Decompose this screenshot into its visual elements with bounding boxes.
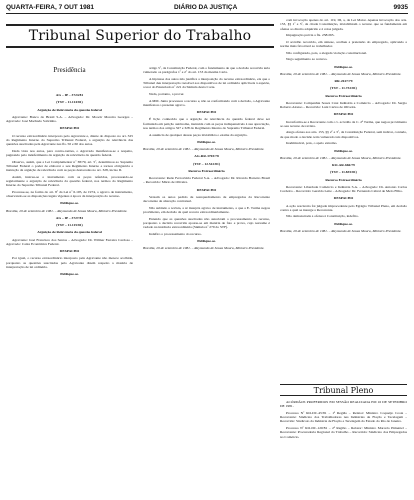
paragraph: DESPACHO [333,112,354,117]
paragraph: Publique-se. [197,238,216,243]
journal-name: DIÁRIO DA JUSTIÇA [174,4,238,11]
paragraph: ACÓRDÃOS PROFERIDOS EM SESSÃO REALIZADA EM 16 DE SETEMBRO DE 1981. [280,400,407,409]
issue-date: QUARTA-FEIRA, 7 OUT 1981 [6,4,95,11]
paragraph: (TST – 11.835/81) [330,170,357,175]
section-title-tribunal-pleno [280,384,407,396]
paragraph: A MM. Junta processou o recurso e, não se conformando com a decisão, o Agravante manifestou o presente agravo. [143,98,270,107]
paragraph: Brasília, 29 de setembro de 1981. – Raymundo de Souza Moura, Ministro Presidente. [280,155,402,160]
paragraph: AG – IP – 3724/81 [55,93,84,97]
paragraph: Processo Nº RO-DC-120/81 – 2ª Região – Relator: Ministro Marcelo Pimentel – Recorrente: Procuradoria Regional do Trabalho – Recorrido: Sindicato dos Empregados no Comércio. [280,426,407,439]
paragraph: Recurso Extraordinário [325,177,362,182]
paragraph: Processe-se, na forma do art. 8º da Lei nº 6.105, de 1974, o agravo de instrumento, observando-se as disposições legais vigentes à época da interposição do recurso. [6,189,133,199]
paragraph: Publique-se. [60,201,79,206]
paragraph: Recorrente: Rede Ferroviária Federal S.A. – Advogado: Dr. Ricardo Barretto Brasil – Recorrido: Mário de Oliveira. [143,176,270,185]
paragraph: Processo Nº RO-DC-45/81 – 1ª Região – Relator: Ministro Coqueijo Costa – Recorrente: Sindicato dos Trabalhadores nas Indústrias de Fiação e Tecelagem – Recorrido: Sindicato da Indústria de Fiação e Tecelagem do Estado do Rio de Janeiro. [280,410,407,424]
paragraph: O acórdão recorrido, em síntese, acolheu a pretensão do empregado, aplicando a norma mais favorável ao trabalhador. [280,39,407,49]
paragraph: artigo 5º, da Constituição Federal, com o fundamento de que a decisão recorrida teria vulnerado os parágrafos 1º e 2º do art. 153 da mesma Carta. [143,66,270,75]
paragraph: Brasília, 29 de setembro de 1981. – Raymundo de Souza Moura, Ministro Presidente. [143,147,265,152]
paragraph: Nada, portanto, a prover. [149,92,185,97]
paragraph: A ação rescisória foi julgada improcedente pelo Egrégio Tribunal Pleno, em decisão contra a qual se insurge a Recorrente. [280,203,407,212]
paragraph: Recorrente: Companhia Souza Cruz Indústria e Comércio – Advogado: Dr. Sergio Roberto Alonso – Recorrido: Luiz Carlos de Oliveira. [280,100,407,110]
column-2 [143,66,270,494]
paragraph: Dada vista nos autos, para contra-razões, o Agravado manifestou-se a respeito, pugnando pelo indeferimento da arguição de relevância da questão federal. [6,148,133,157]
paragraph: Agravante: José Francisco dos Santos – Advogado: Dr. Wilmar Ferreira Cardoso – Agravado: Caixa Econômica Federal. [6,237,133,246]
paragraph: Recorrente: Liberdade Comércio e Indústria S.A. – Advogado: Dr. Antonio Carlos Cordeiro – Recorrido: Geraldo Leite – Advogado: Dr. Fernando Cabral de Melo Filho. [280,184,407,194]
paragraph: RR-2617/79 [334,79,353,84]
paragraph: (TST – 12.512/81) [193,161,220,166]
column-3-lower [280,400,407,494]
paragraph: Recurso Extraordinário [325,93,362,98]
paragraph: Brasília, 29 de setembro de 1981. – Raymundo de Souza Moura, Ministro Presidente. [280,71,402,76]
paragraph: Publique-se. [60,272,79,277]
paragraph: (TST – 11.115/81) [56,223,83,228]
paragraph: É lição conhecida que a arguição de relevância da questão federal deve ser formulada em petição autônoma, instruída com as peças indispensáveis à sua apreciação, nos termos dos artigos 327 e 328 do Regimento Interno do Supremo Tribunal Federal. [143,117,270,130]
paragraph: DESPACHO [196,110,217,115]
paragraph: DESPACHO [333,196,354,201]
page-number: 9935 [393,4,408,11]
paragraph: DESPACHO [59,249,80,254]
paragraph: Agravante: Banco do Brasil S.A. – Advogado: Dr. Moacir Moreira Georges – Agravado: José Machado Sobrinho. [6,114,133,123]
paragraph: DESPACHO [59,126,80,131]
paragraph: Recurso Extraordinário [188,168,225,173]
paragraph: Indefiro o processamento do recurso. [149,231,202,236]
column-3 [280,18,407,380]
banner-frame [6,24,274,48]
paragraph: Inconforma-se a Recorrente com o v. acórdão da C. 2ª Turma, que negou provimento ao seu recurso de revista. [280,119,407,128]
paragraph: Versam os autos pedido de reenquadramento de empregados da Recorrente decorrente de alteração contratual. [143,194,270,204]
page-header [6,4,408,14]
paragraph: Por igual, o recurso extraordinário interposto pela Agravante não merece acolhida, porquanto as questões suscitadas pelo Agravante dizem respeito a matéria de interpretação de lei ordinária. [6,256,133,269]
paragraph: Não subindo a revista, a ré interpôs agravo de instrumento, a que a E. Turma negou provimento, em decisão da qual recorre extraordinariamente. [143,205,270,214]
paragraph: Publique-se. [334,148,353,153]
paragraph: Nego seguimento ao recurso. [286,57,328,62]
paragraph: AG-RR-3703/78 [194,154,219,159]
paragraph: O recurso extraordinário interposto pelo Agravante e, diante do disposto no art. 325 do Regimento Interno do Supremo Tribunal Federal, a arguição de relevância das questões suscitadas pela Agravante nas fls. 50 e 60 dos autos. [6,133,133,146]
paragraph: Publique-se. [334,221,353,226]
paragraph: Publique-se. [197,139,216,144]
paragraph: Arguição de Relevância da questão federal [37,107,102,112]
paragraph: Brasília, 29 de setembro de 1981. – Raymundo de Souza Moura, Ministro Presidente. [143,246,265,251]
paragraph: Publique-se. [334,64,353,69]
paragraph: A hipótese dos autos não justifica a interposição do recurso extraordinário, eis que o Tribunal deu interpretação razoável aos dispositivos de lei ordinária aplicáveis à espécie, a teor do Enunciado nº 221 da Súmula desta Corte. [143,76,270,90]
paragraph: Brasília, 29 de setembro de 1981. – Raymundo de Souza Moura, Ministro Presidente. [280,228,402,233]
paragraph: A ausência de qualquer dessas peças inviabiliza o exame da arguição. [149,132,248,137]
section-title-presidencia: Presidência [53,66,86,74]
banner-title: Tribunal Superior do Trabalho [28,28,252,44]
paragraph: Arguição de Relevância da questão federal [37,230,102,235]
paragraph: Observo, assim, que a Lei Complementar nº 38/79, art. 5º, determinou ao Supremo Tribunal Federal o poder de elaborar o seu Regimento Interno e tornou obrigatória a instrução da arguição de relevância com as peças destacadas no art. 328, inciso II. [6,159,133,173]
paragraph: Inadmissível, pois, o apelo extremo. [286,141,338,146]
paragraph: Entendo que as questões suscitadas não autorizam o processamento do recurso, porquanto a decisão recorrida apoiou-se em matéria de fato e prova, cujo reexame é vedado na instância extraordinária (Súmula nº 279 do STF). [143,216,270,230]
paragraph: Não demonstrada a ofensa à Constituição, indefiro. [286,214,359,219]
paragraph: (TST – 11.114/81) [56,100,83,105]
paragraph: Brasília, 29 de setembro de 1981. – Raymundo de Souza Moura, Ministro Presidente. [6,208,128,213]
paragraph: DESPACHO [196,187,217,192]
paragraph: Impugnação prévia a fls. 258/265. [286,33,335,38]
tribunal-banner [6,18,274,60]
column-1 [6,90,133,500]
paragraph: (TST – 11.732/81) [330,86,357,91]
paragraph: AG – IP – 3727/81 [55,215,84,220]
paragraph: Alega ofensa aos arts. 153, §§ 2º e 3º, da Constituição Federal, sem indicar, contudo, de que modo a decisão teria vulnerado tais dispositivos. [280,130,407,139]
paragraph: Assim, instrua-se o instrumento com as peças referidas, processando-se regularmente a arguição de relevância da questão federal, nos termos do Regimento Interno do Supremo Tribunal Federal. [6,174,133,188]
paragraph: RO-AR-666/79 [332,163,355,168]
paragraph: Não configurada, pois, a alegada violação constitucional. [286,50,368,55]
tribunal-pleno-title: Tribunal Pleno [313,385,374,395]
paragraph: com invocação apenas do art. 119, III, a, da Lei Maior. Apenas invocação dos arts. 153, §§ 1º e 3º, da citada Constituição, inviabilizam o recurso que se fundamenta em ofensa ao direito adquirido e à coisa julgada. [280,18,407,31]
